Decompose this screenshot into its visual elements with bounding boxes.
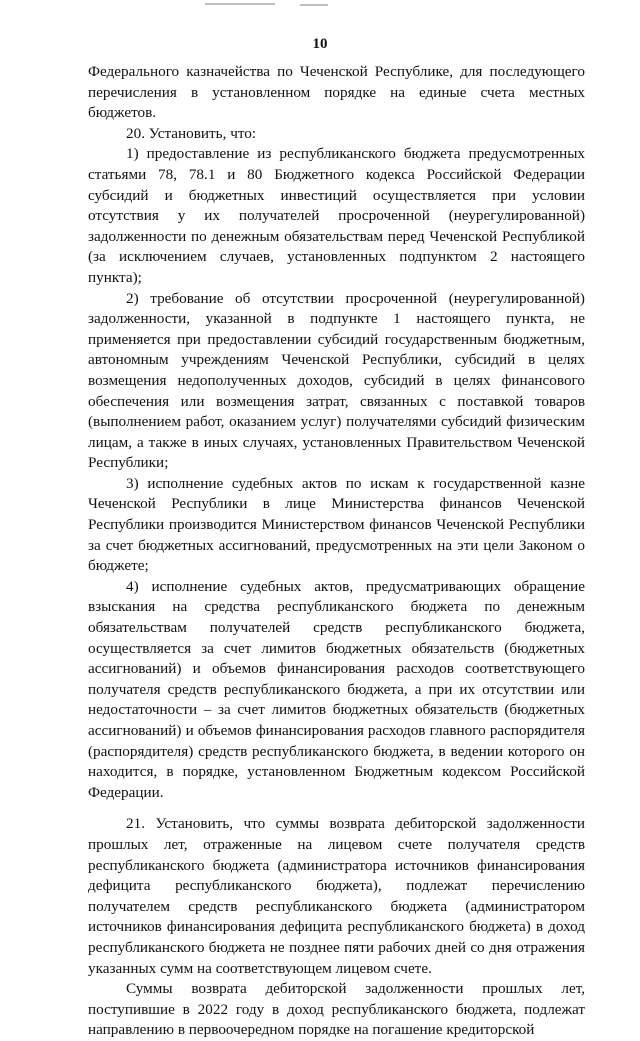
paragraph-clause-21: 21. Установить, что суммы возврата дебиторской задолженности прошлых лет, отраженные на лицевом счете получателя средств республиканского бюджета (администратора источников финансирования дефицита республиканского бюджета), подлежат перечислению получателем средств республиканского бюджета (администратором источников финансирования дефицита республиканского бюджета) в доход республиканского бюджета не позднее пяти рабочих дней со дня отражения указанных сумм на соответствующем лицевом счете. xyxy=(88,815,585,977)
document-body xyxy=(88,62,585,1041)
scan-artifact xyxy=(300,4,328,6)
paragraph-subclause-3: 3) исполнение судебных актов по искам к государственной казне Чеченской Республики в лице Министерства финансов Чеченской Республики производится Министерством финансов Чеченской Республики за счет бюджетных ассигнований, предусмотренных на эти цели Законом о бюджете; xyxy=(88,474,585,575)
paragraph-subclause-4: 4) исполнение судебных актов, предусматривающих обращение взыскания на средства республиканского бюджета по денежным обязательствам получателей средств республиканского бюджета, осуществляется за счет лимитов бюджетных обязательств (бюджетных ассигнований) и объемов финансирования расходов соответствующего получателя средств республиканского бюджета, а при их отсутствии или недостаточности – за счет лимитов бюджетных обязательств (бюджетных ассигнований) и объемов финансирования расходов главного распорядителя (распорядителя) средств республиканского бюджета, в ведении которого он находится, в порядке, установленном Бюджетным кодексом Российской Федерации. xyxy=(88,577,585,801)
paragraph-subclause-2: 2) требование об отсутствии просроченной (неурегулированной) задолженности, указанной в подпункте 1 настоящего пункта, не применяется при предоставлении субсидий государственным бюджетным, автономным учреждениям Чеченской Республики, субсидий в целях возмещения недополученных доходов, субсидий в целях финансового обеспечения или возмещения затрат, связанных с поставкой товаров (выполнением работ, оказанием услуг) получателями субсидий физическим лицам, а также в иных случаях, установленных Правительством Чеченской Республики; xyxy=(88,289,585,472)
paragraph-subclause-1: 1) предоставление из республиканского бюджета предусмотренных статьями 78, 78.1 и 80 Бюджетного кодекса Российской Федерации субсидий и бюджетных инвестиций осуществляется при условии отсутствия у их получателей просроченной (неурегулированной) задолженности по денежным обязательствам перед Чеченской Республикой (за исключением случаев, установленных подпунктом 2 настоящего пункта); xyxy=(88,145,585,286)
paragraph-clause-20: 20. Установить, что: xyxy=(126,124,257,142)
paragraph-continuation: Федерального казначейства по Чеченской Республике, для последующего перечисления в установленном порядке на единые счета местных бюджетов. xyxy=(88,63,585,122)
page-number: 10 xyxy=(312,36,328,52)
paragraph-clause-21-cont: Суммы возврата дебиторской задолженности прошлых лет, поступившие в 2022 году в доход республиканского бюджета, подлежат направлению в первоочередном порядке на погашение кредиторской xyxy=(88,980,585,1039)
scan-artifact xyxy=(205,3,275,5)
